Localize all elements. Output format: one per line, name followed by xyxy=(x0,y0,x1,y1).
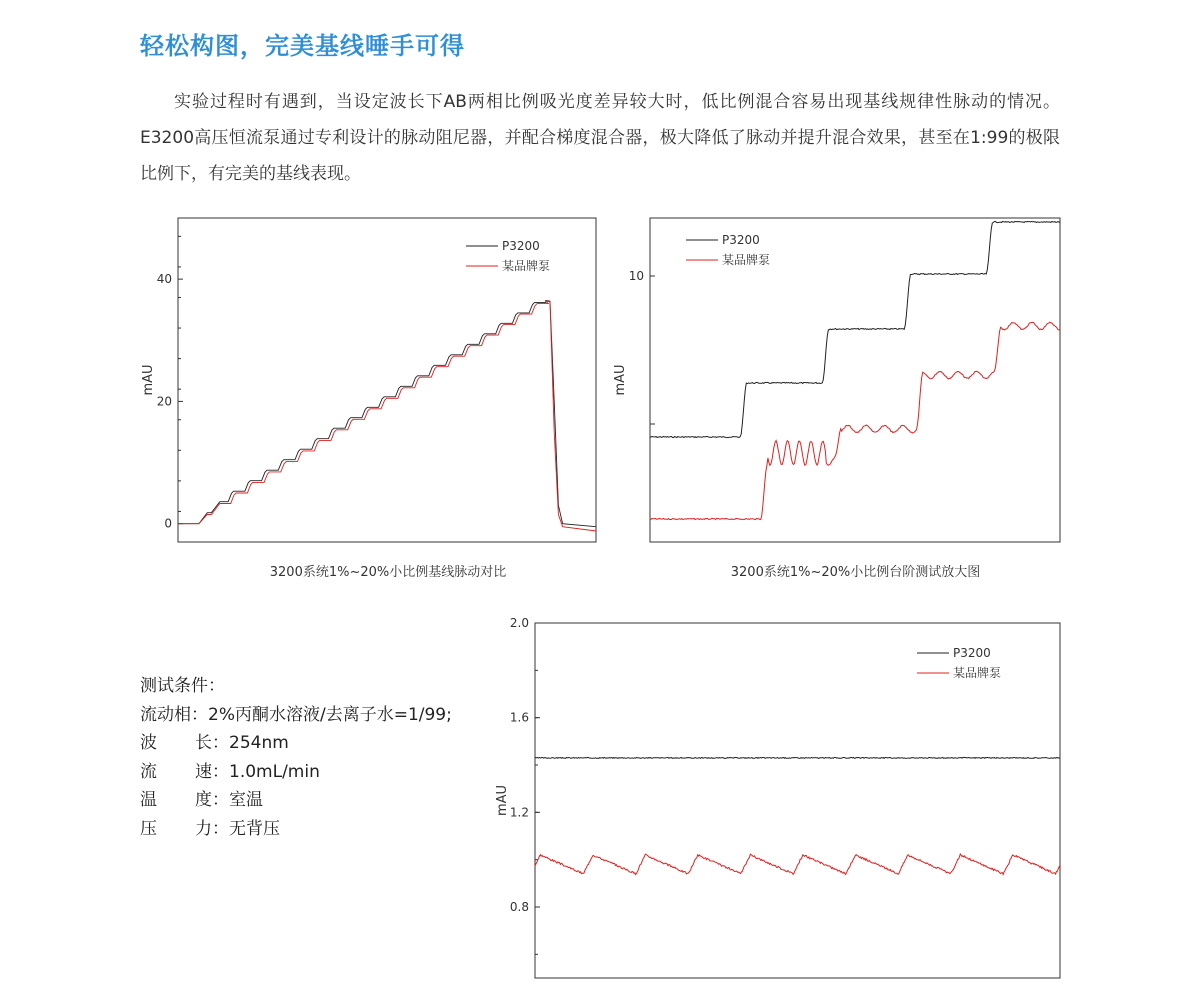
chart3-ylabel: mAU xyxy=(495,784,510,817)
chart3-svg xyxy=(480,615,1080,990)
condition-value: 254nm xyxy=(229,733,289,754)
condition-value: 2%丙酮水溶液/去离子水=1/99; xyxy=(208,704,452,725)
chart-step-zoom xyxy=(600,210,1070,550)
condition-row: 流动相 ： 2%丙酮水溶液/去离子水=1/99; xyxy=(140,701,452,730)
chart3-ytick-label: 1.6 xyxy=(509,710,529,725)
condition-label: 温度 xyxy=(140,790,212,811)
chart2-svg xyxy=(600,210,1070,550)
chart3-legend-label-0: P3200 xyxy=(953,646,991,660)
condition-row: 压力 ： 无背压 xyxy=(140,815,452,844)
chart2-plot-frame xyxy=(650,218,1060,542)
chart1-ytick-label: 20 xyxy=(156,394,172,409)
chart2-ylabel: mAU xyxy=(613,364,628,396)
chart2-ytick-label: 10 xyxy=(628,269,644,283)
chart-baseline-pulsation xyxy=(480,615,1080,990)
condition-label: 压力 xyxy=(140,818,212,839)
chart1-ytick-label: 40 xyxy=(156,272,172,287)
chart3-ytick-label: 2.0 xyxy=(509,616,529,630)
condition-label: 流速 xyxy=(140,761,212,782)
conditions-title: 测试条件： xyxy=(140,676,225,696)
condition-label: 波长 xyxy=(140,733,212,754)
chart2-series-line-1 xyxy=(650,322,1060,519)
intro-paragraph: 实验过程时有遇到，当设定波长下AB两相比例吸光度差异较大时，低比例混合容易出现基线规律性脉动的情况。E3200高压恒流泵通过专利设计的脉动阻尼器，并配合梯度混合器，极大降低了脉动并提升混合效果，甚至在1:99的极限比例下，有完美的基线表现。 xyxy=(140,92,1060,184)
chart3-series-line-1 xyxy=(535,854,1060,875)
condition-value: 无背压 xyxy=(229,818,280,839)
chart3-ytick-label: 0.8 xyxy=(509,900,529,914)
chart-baseline-comparison xyxy=(130,210,610,550)
chart2-legend-label-1: 某品牌泵 xyxy=(722,253,771,267)
chart1-ylabel: mAU xyxy=(141,364,156,396)
condition-value: 1.0mL/min xyxy=(229,761,320,782)
chart1-caption: 3200系统1%~20%小比例基线脉动对比 xyxy=(269,565,507,580)
chart3-legend-label-1: 某品牌泵 xyxy=(953,666,1002,680)
condition-row: 波长 ： 254nm xyxy=(140,729,452,758)
test-conditions xyxy=(140,672,452,844)
chart3-ytick-label: 1.2 xyxy=(509,805,529,820)
condition-row: 温度 ： 室温 xyxy=(140,786,452,815)
chart1-legend-label-0: P3200 xyxy=(502,239,540,253)
chart1-series-line-1 xyxy=(178,301,596,531)
chart1-ytick-label: 0 xyxy=(164,516,172,531)
chart2-caption: 3200系统1%~20%小比例台阶测试放大图 xyxy=(730,565,981,580)
chart1-svg xyxy=(130,210,610,550)
chart2-series-line-0 xyxy=(650,221,1060,437)
chart2-legend-label-0: P3200 xyxy=(722,233,760,247)
chart1-legend-label-1: 某品牌泵 xyxy=(502,259,551,273)
page-title: 轻松构图，完美基线唾手可得 xyxy=(140,32,465,60)
condition-value: 室温 xyxy=(229,790,263,811)
chart3-series-line-0 xyxy=(535,757,1060,758)
condition-label: 流动相 xyxy=(140,704,191,725)
condition-row: 流速 ： 1.0mL/min xyxy=(140,758,452,787)
